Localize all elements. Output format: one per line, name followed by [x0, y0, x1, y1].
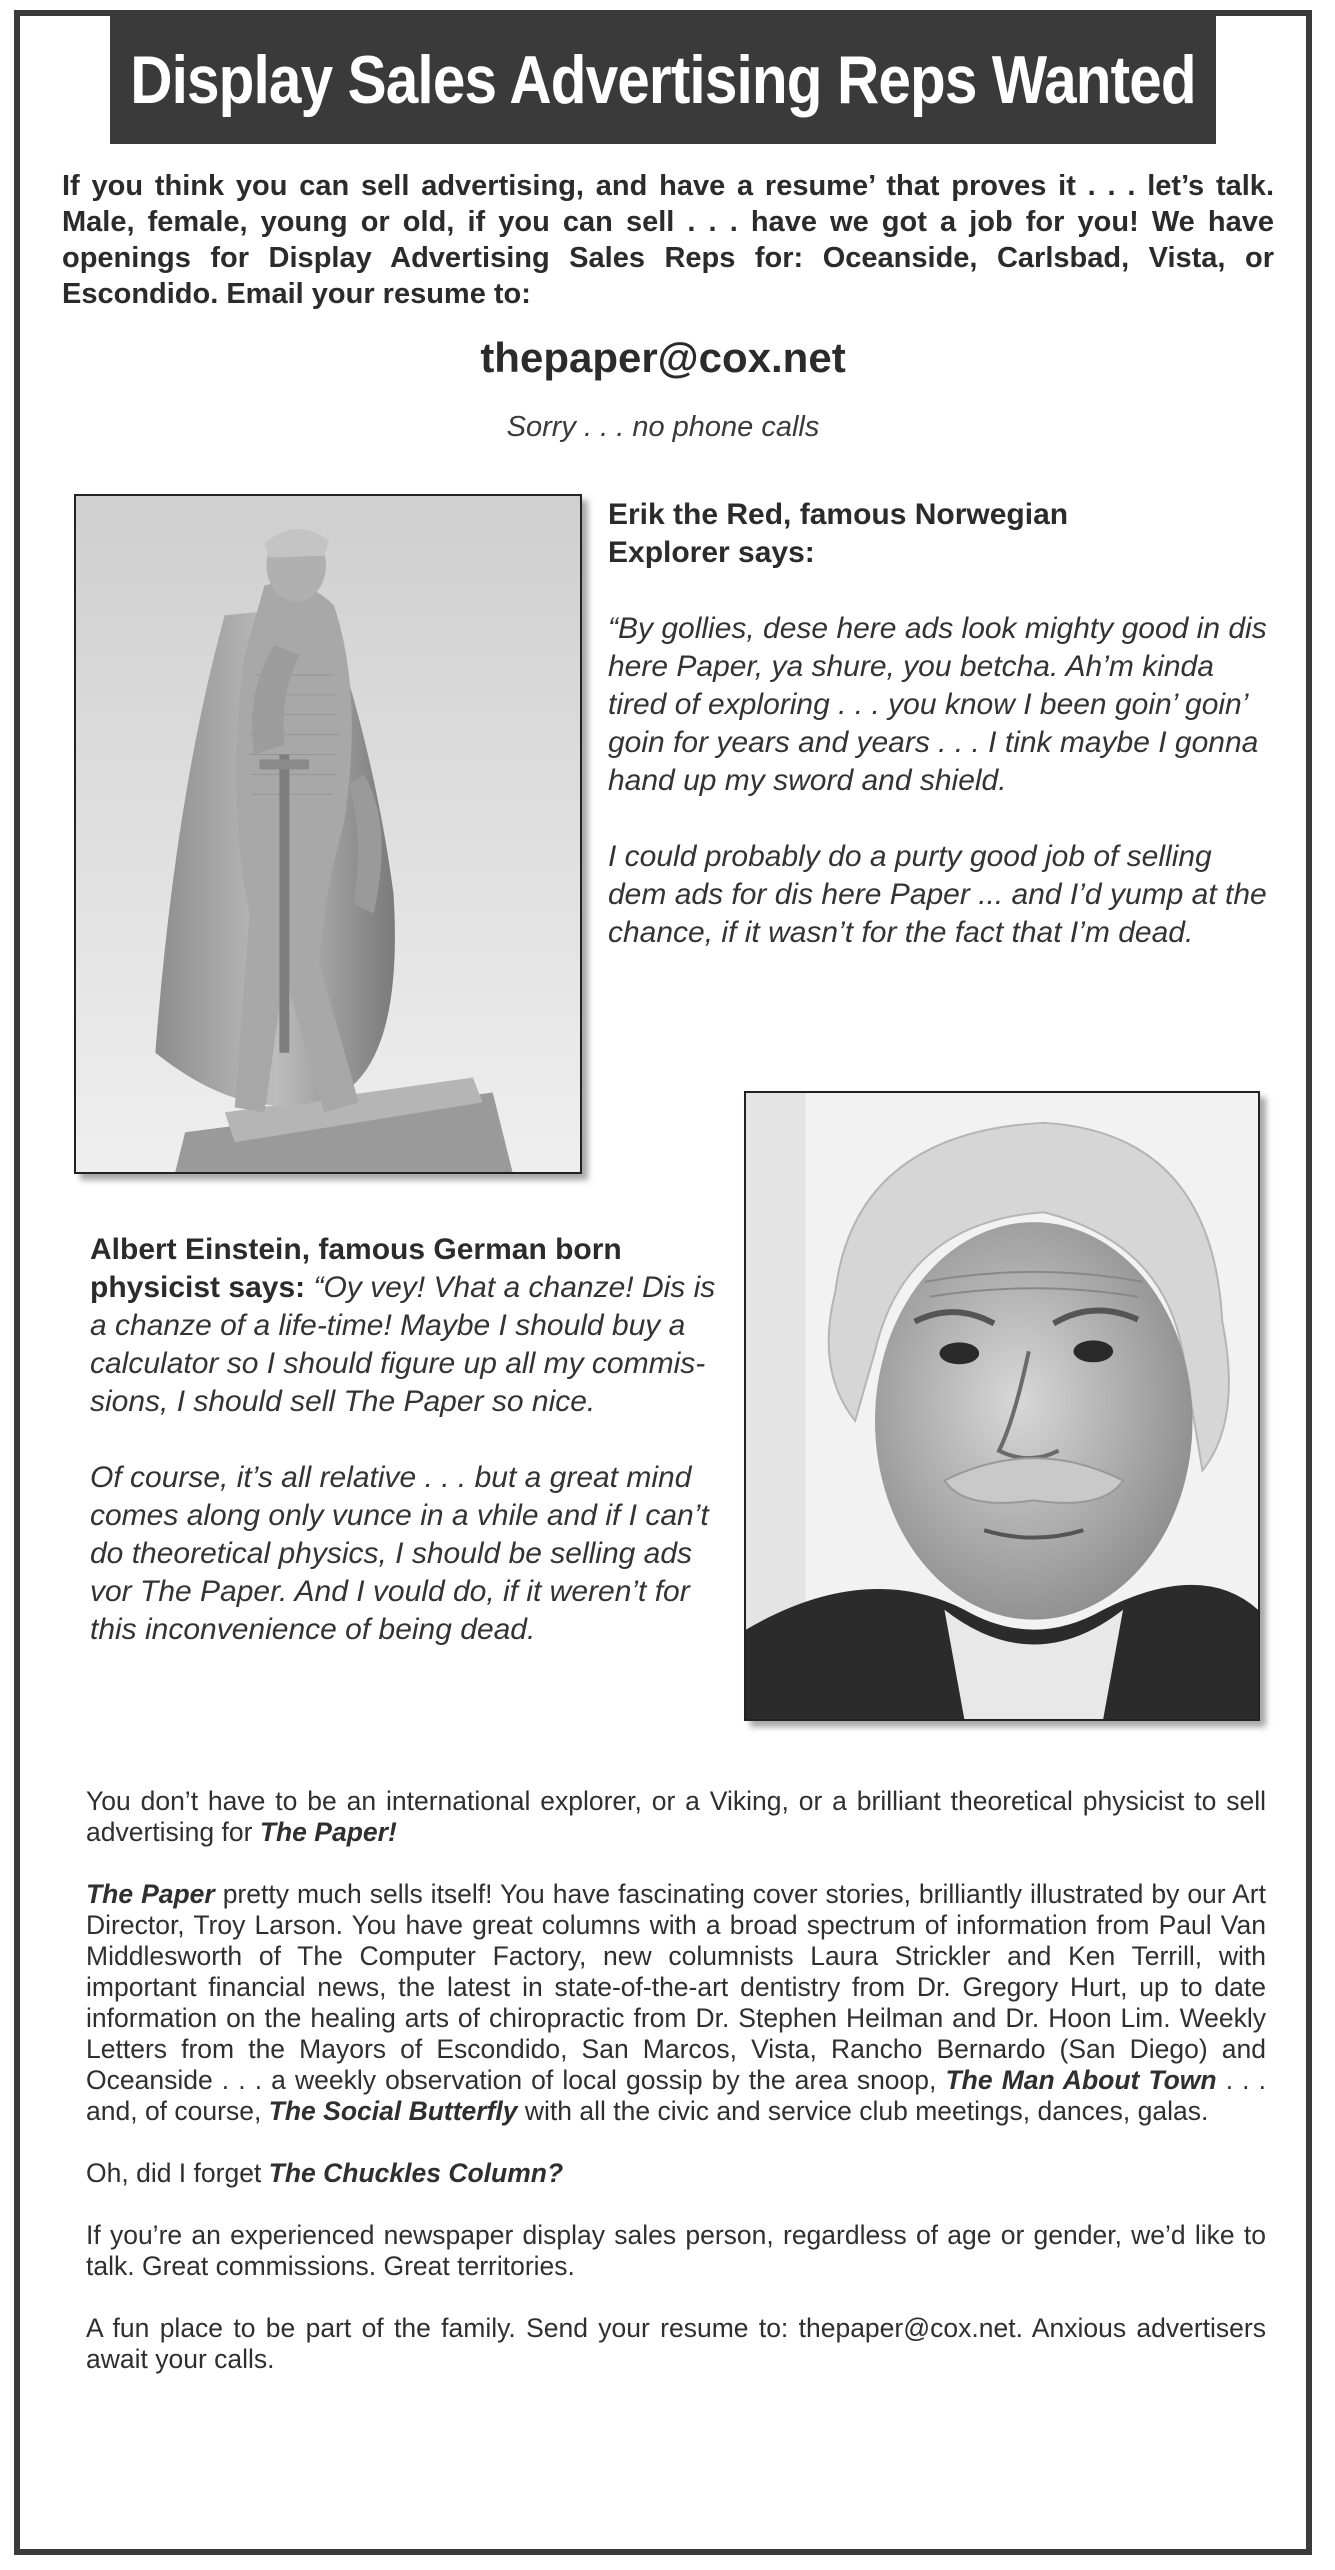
einstein-quote-paragraph-2: Of course, it’s all relative . . . but a great mind comes along only vunce in a vhile and if I can’t do theoretical physics, I should be selling ads vor The Paper. And I vould do, if it weren’t for this inconvenience of being dead.: [90, 1461, 709, 1646]
statue-illustration: [76, 496, 580, 1172]
ad-frame: [14, 10, 1312, 2555]
einstein-section: [90, 1231, 718, 1649]
chuckles-column: The Chuckles Column?: [268, 2158, 564, 2188]
intro-paragraph: If you think you can sell advertising, and have a resume’ that proves it . . . let’s talk. Male, female, young or old, if you can sell . . . have we got a job for you! We have openings for Display Advertising Sales Reps for: Oceanside, Carlsbad, Vista, or Escondido. Email your resume to:: [62, 170, 1274, 310]
body-paragraph-5: A fun place to be part of the family. Send your resume to: thepaper@cox.net. Anxious advertisers await your calls.: [86, 2313, 1266, 2374]
body-paragraph-4: If you’re an experienced newspaper display sales person, regardless of age or gender, we’d like to talk. Great commissions. Great territories.: [86, 2220, 1266, 2281]
social-butterfly-column: The Social Butterfly: [268, 2096, 518, 2126]
einstein-quote-paragraph-1: “Oy vey! Vhat a chanze! Dis is a chanze of a life-time! Maybe I should buy a calculator so I should figure up all my commis-sions, I should sell The Paper so nice.: [90, 1271, 716, 1418]
body-paragraph-2: The Paper pretty much sells itself! You have fascinating cover stories, brilliantly illustrated by our Art Director, Troy Larson. You have great columns with a broad spectrum of information from Paul Van Middlesworth of The Computer Factory, new columnists Laura Strickler and Ken Terrill, with important financial news, the latest in state-of-the-art dentistry from Dr. Gregory Hurt, up to date information on the healing arts of chiropractic from Dr. Stephen Heilman and Dr. Hoon Lim. Weekly Letters from the Mayors of Escondido, San Marcos, Vista, Rancho Bernardo (San Diego) and Oceanside . . . a weekly observation of local gossip by the area snoop, The Man About Town . . . and, of course, The Social Butterfly with all the civic and service club meetings, dances, galas.: [86, 1879, 1266, 2126]
the-paper-name: The Paper: [86, 1879, 215, 1909]
contact-email: thepaper@cox.net: [480, 334, 846, 381]
erik-statue-photo: [74, 494, 582, 1174]
erik-heading-line2: Explorer says:: [608, 536, 815, 569]
einstein-heading: Albert Einstein, famous German born physicist says:: [90, 1233, 622, 1304]
einstein-portrait-photo: [744, 1091, 1260, 1721]
banner-title: Display Sales Advertising Reps Wanted: [110, 16, 1216, 144]
portrait-illustration: [746, 1093, 1258, 1719]
man-about-town-column: The Man About Town: [945, 2065, 1217, 2095]
no-phone-calls-note: Sorry . . . no phone calls: [506, 411, 820, 443]
erik-heading-line1: Erik the Red, famous Norwegian: [608, 498, 1069, 531]
erik-quote-paragraph-1: “By gollies, dese here ads look mighty good in dis here Paper, ya shure, you betcha. Ah’m kinda tired of exploring . . . you know I been goin’ goin’ goin for years and years . . . I tink maybe I gonna hand up my sword and shield.: [608, 612, 1267, 797]
body-copy: [86, 1786, 1266, 2406]
body-paragraph-3: Oh, did I forget The Chuckles Column?: [86, 2158, 564, 2188]
body-paragraph-1: You don’t have to be an international explorer, or a Viking, or a brilliant theoretical physicist to sell advertising for The Paper!: [86, 1786, 1266, 1847]
the-paper-name: The Paper!: [259, 1817, 397, 1847]
erik-quote-paragraph-2: I could probably do a purty good job of selling dem ads for dis here Paper ... and I’d yump at the chance, if it wasn’t for the fact that I’m dead.: [608, 840, 1267, 949]
erik-section: [608, 496, 1268, 952]
